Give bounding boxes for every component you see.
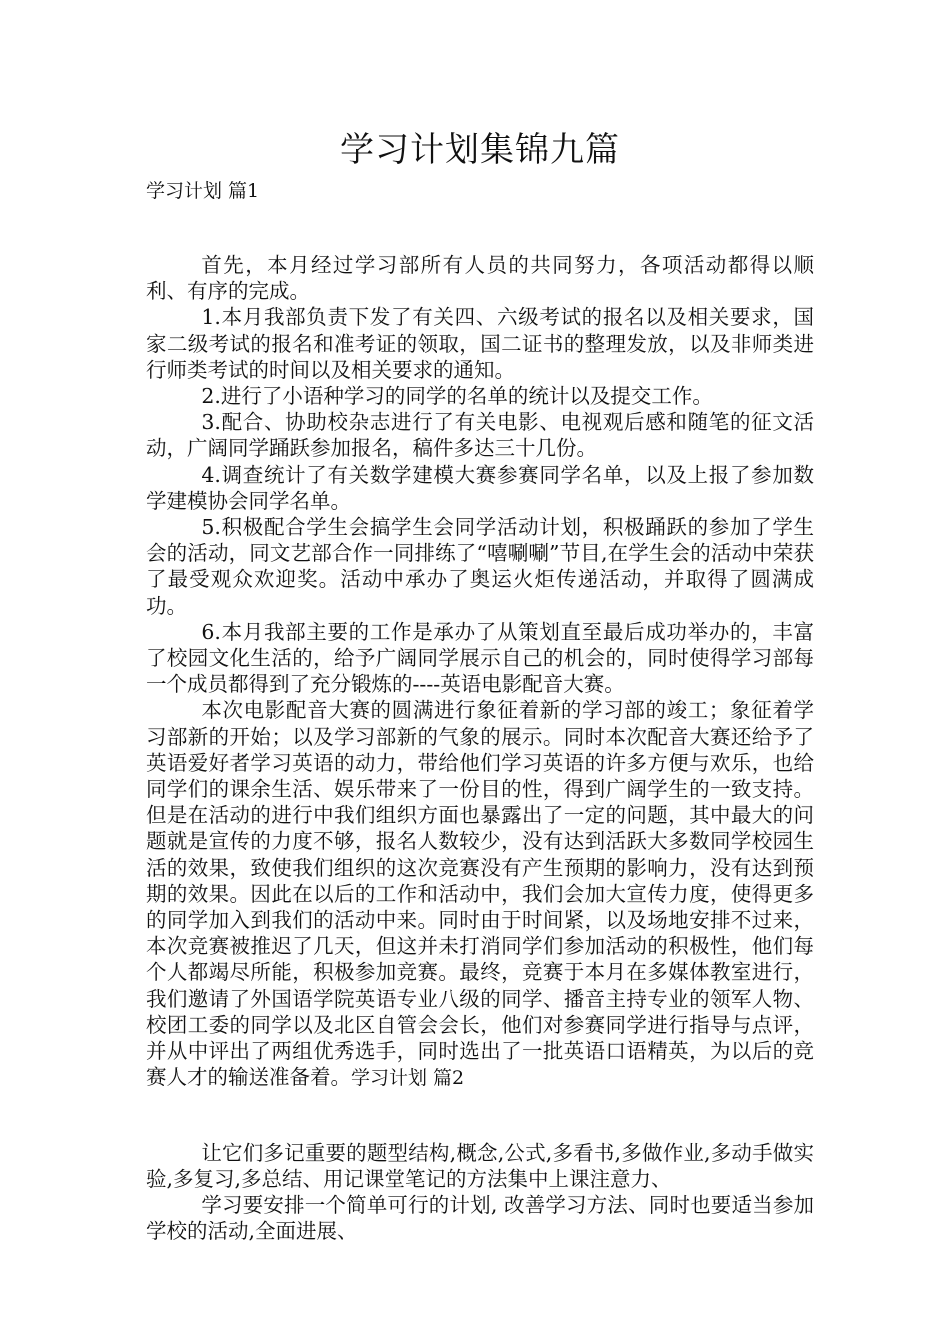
- document-page: [146, 128, 814, 1244]
- paragraph: 1.本月我部负责下发了有关四、六级考试的报名以及相关要求，国家二级考试的报名和准考证的领取，国二证书的整理发放，以及非师类进行师类考试的时间以及相关要求的通知。: [146, 305, 814, 382]
- spacer: [146, 1092, 814, 1140]
- section-heading-1: 学习计划 篇1: [146, 180, 260, 202]
- paragraph-text: 本次电影配音大赛的圆满进行象征着新的学习部的竣工；象征着学习部新的开始；以及学习部新的气象的展示。同时本次配音大赛还给予了英语爱好者学习英语的动力，带给他们学习英语的许多方便与欢乐，也给同学们的课余生活、娱乐带来了一份目的性，得到广阔学生的一致支持。但是在活动的进行中我们组织方面也暴露出了一定的问题，其中最大的问题就是宣传的力度不够，报名人数较少，没有达到活跃大多数同学校园生活的效果，致使我们组织的这次竞赛没有产生预期的影响力，没有达到预期的效果。因此在以后的工作和活动中，我们会加大宣传力度，使得更多的同学加入到我们的活动中来。同时由于时间紧，以及场地安排不过来，本次竞赛被推迟了几天，但这并未打消同学们参加活动的积极性，他们每个人都竭尽所能，积极参加竞赛。最终，竞赛于本月在多媒体教室进行，我们邀请了外国语学院英语专业八级的同学、播音主持专业的领军人物、校团工委的同学以及北区自管会会长，他们对参赛同学进行指导与点评，并从中评出了两组优秀选手，同时选出了一批英语口语精英，为以后的竞赛人才的输送准备着。: [146, 698, 814, 1090]
- paragraph: 3.配合、协助校杂志进行了有关电影、电视观后感和随笔的征文活动，广阔同学踊跃参加报名，稿件多达三十几份。: [146, 410, 814, 461]
- paragraph: 4.调查统计了有关数学建模大赛参赛同学名单，以及上报了参加数学建模协会同学名单。: [146, 462, 814, 513]
- paragraph: 首先，本月经过学习部所有人员的共同努力，各项活动都得以顺利、有序的完成。: [146, 253, 814, 304]
- spacer: [146, 204, 814, 252]
- document-title: 学习计划集锦九篇: [340, 130, 620, 170]
- paragraph: 学习要安排一个简单可行的计划, 改善学习方法、同时也要适当参加学校的活动,全面进展、: [146, 1192, 814, 1244]
- paragraph: 让它们多记重要的题型结构,概念,公式,多看书,多做作业,多动手做实验,多复习,多总结、用记课堂笔记的方法集中上课注意力、: [146, 1140, 814, 1191]
- paragraph: 6.本月我部主要的工作是承办了从策划直至最后成功举办的，丰富了校园文化生活的，给予广阔同学展示自己的机会的，同时使得学习部每一个成员都得到了充分锻炼的----英语电影配音大赛。: [146, 619, 814, 697]
- paragraph: 5.积极配合学生会搞学生会同学活动计划，积极踊跃的参加了学生会的活动，同文艺部合作一同排练了“嘻唰唰”节目,在学生会的活动中荣获了最受观众欢迎奖。活动中承办了奥运火炬传递活动，并取得了圆满成功。: [146, 515, 814, 618]
- section-heading-2: 学习计划 篇2: [351, 1067, 465, 1090]
- paragraph: 2.进行了小语种学习的同学的名单的统计以及提交工作。: [201, 384, 713, 409]
- paragraph: [146, 697, 814, 1091]
